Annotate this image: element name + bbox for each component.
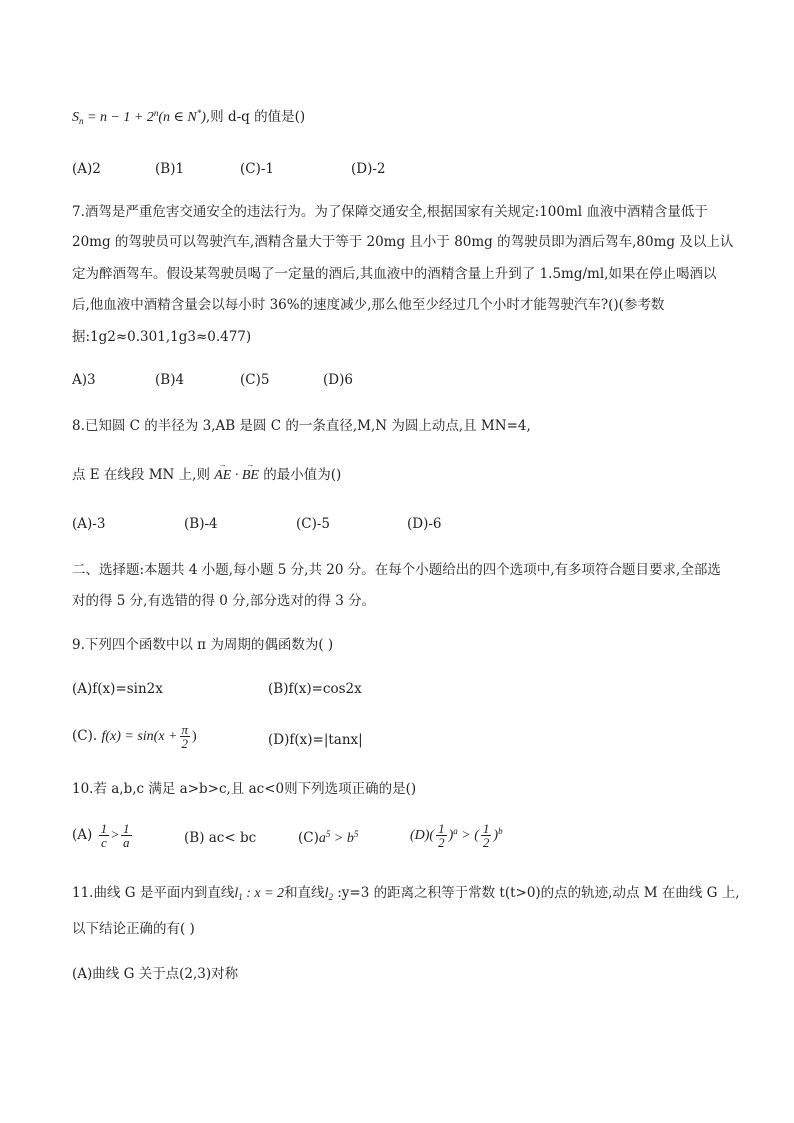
- section2-line-1: 二、选择题:本题共 4 小题,每小题 5 分,共 20 分。在每个小题给出的四个选项中,有多项符合题目要求,全部选: [72, 562, 721, 578]
- q6-question-text: ,则 d-q 的值是(): [205, 109, 306, 125]
- q10-option-a: (A) $\frac{1}{c}$ > $\frac{1}{a}$: [72, 821, 130, 850]
- q7-line-4: 后,他血液中酒精含量会以每小时 36%的速度减少,那么他至少经过几个小时才能驾驶汽车?()(参考数: [72, 297, 665, 313]
- q8-option-d: (D)-6: [407, 516, 442, 532]
- q8-option-c: (C)-5: [296, 516, 331, 532]
- q6-option-b: (B)1: [155, 161, 185, 177]
- q10-option-c: $(C)a^5 > b^5$: [298, 829, 359, 846]
- q7-option-b: (B)4: [155, 372, 185, 388]
- q8-line-1: 8.已知圆 C 的半径为 3,AB 是圆 C 的一条直径,M,N 为圆上动点,且 MN=4,: [72, 418, 531, 434]
- pi-over-2: $\frac{\pi}{2}$: [181, 722, 189, 751]
- q7-option-a: A)3: [72, 372, 96, 388]
- q8-line-2: 点 E 在线段 MN 上,则 → AE · → BE 的最小值为(): [72, 466, 341, 485]
- q11-line-1: 11.曲线 G 是平面内到直线$l_1$ : x = 2和直线$l_2$ :y=3 的距离之积等于常数 t(t>0)的点的轨迹,动点 M 在曲线 G 上,: [72, 885, 740, 902]
- q6-option-c: (C)-1: [240, 161, 275, 177]
- q11-line-2: 以下结论正确的有( ): [72, 921, 195, 937]
- q8-dot-product: → AE · → BE: [214, 468, 259, 483]
- q9-option-c: (C). f(x) = sin(x + $\frac{\pi}{2}$ ): [72, 722, 197, 751]
- q8-option-a: (A)-3: [72, 516, 106, 532]
- line-l1: $l_1$ : x = 2: [234, 886, 285, 902]
- q6-line: [72, 108, 305, 127]
- vector-be: → BE: [242, 467, 259, 485]
- q7-option-d: (D)6: [323, 372, 353, 388]
- q10-option-d: (D)( $\frac{1}{2}$ )$^a$ > ( $\frac{1}{2}$ )$^b$: [410, 821, 503, 850]
- q10-stem: 10.若 a,b,c 满足 a>b>c,且 ac<0则下列选项正确的是(): [72, 781, 417, 797]
- q9-stem: 9.下列四个函数中以 π 为周期的偶函数为( ): [72, 637, 334, 653]
- q8-option-b: (B)-4: [184, 516, 218, 532]
- section2-line-2: 对的得 5 分,有选错的得 0 分,部分选对的得 3 分。: [72, 593, 376, 609]
- q9-option-d: (D)f(x)=|tanx|: [268, 732, 363, 748]
- q6-formula: = $n - 1 + 2^n(n$ ∈ N*): [83, 108, 206, 125]
- q7-option-c: (C)5: [240, 372, 270, 388]
- vector-ae: → AE: [214, 467, 231, 485]
- q7-line-2: 20mg 的驾驶员可以驾驶汽车,酒精含量大于等于 20mg 且小于 80mg 的驾驶员即为酒后驾车,80mg 及以上认: [72, 234, 734, 250]
- q7-line-5: 据:1g2≈0.301,1g3≈0.477): [72, 329, 252, 345]
- q9-option-a: (A)f(x)=sin2x: [72, 681, 163, 697]
- line-l2: $l_2$: [324, 886, 333, 902]
- q6-option-a: (A)2: [72, 161, 101, 177]
- q9-option-b: (B)f(x)=cos2x: [268, 681, 362, 697]
- q6-option-d: (D)-2: [351, 161, 386, 177]
- q6-sum-symbol: $S_n$: [72, 110, 84, 126]
- q10-option-b: (B) ac< bc: [184, 830, 257, 846]
- q7-line-1: 7.酒驾是严重危害交通安全的违法行为。为了保障交通安全,根据国家有关规定:100ml 血液中酒精含量低于: [72, 204, 708, 220]
- q7-line-3: 定为醉酒驾车。假设某驾驶员喝了一定量的酒后,其血液中的酒精含量上升到了 1.5mg/ml,如果在停止喝酒以: [72, 266, 717, 282]
- q11-option-a: (A)曲线 G 关于点(2,3)对称: [72, 966, 239, 982]
